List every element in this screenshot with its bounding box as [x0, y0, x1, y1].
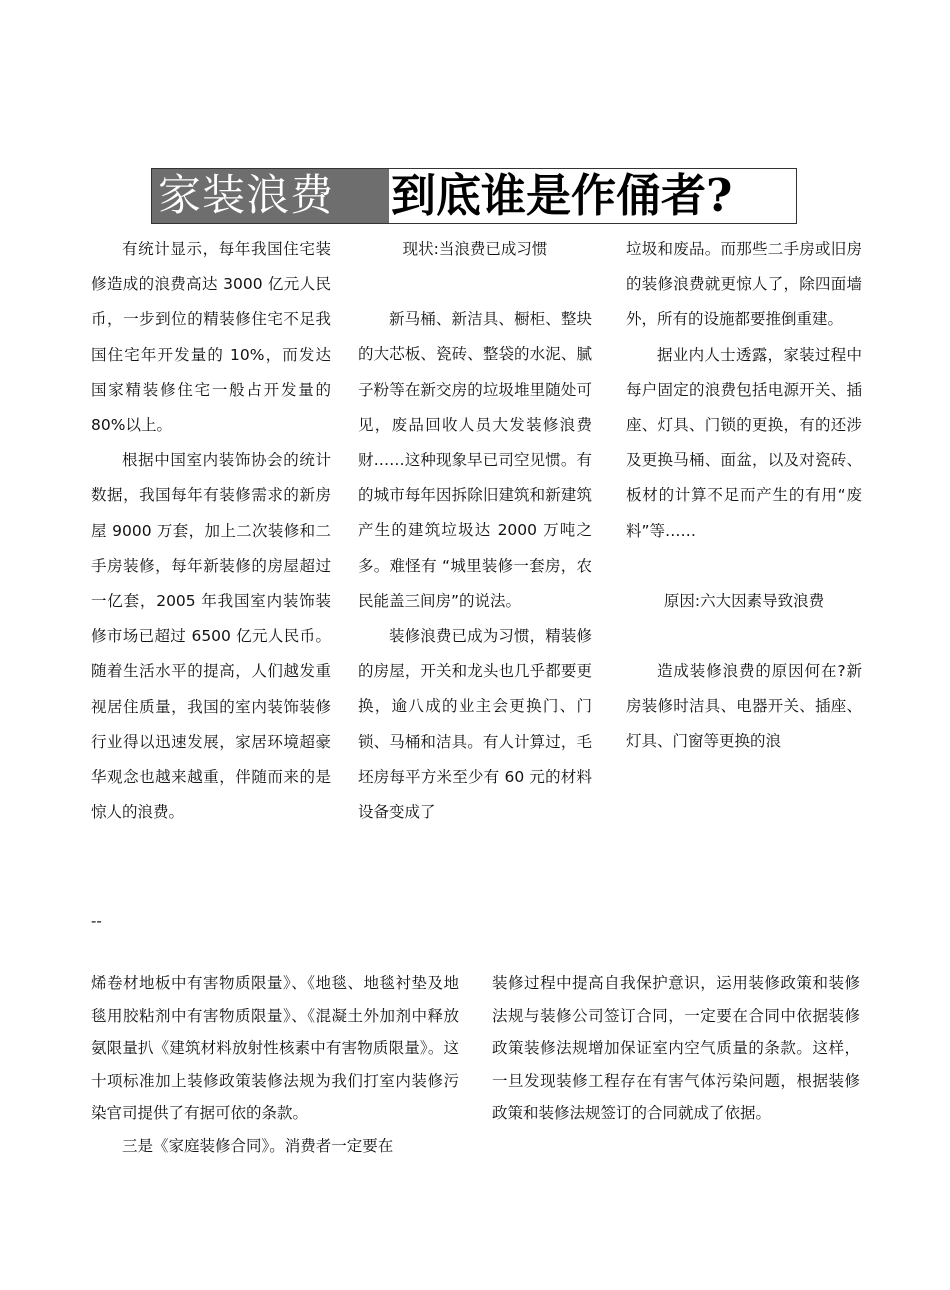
- paragraph: 烯卷材地板中有害物质限量》、《地毯、地毯衬垫及地毯用胶粘剂中有害物质限量》、《混凝土外加剂中释放氨限量扒《建筑材料放射性核素中有害物质限量》。这十项标准加上装修政策装修法规为我们打室内装修污染官司提供了有据可依的条款。: [91, 974, 459, 1122]
- section-heading-cause: 原因:六大因素导致浪费: [663, 591, 825, 610]
- paragraph: 垃圾和废品。而那些二手房或旧房的装修浪费就更惊人了，除四面墙外，所有的设施都要推倒重建。: [626, 240, 862, 329]
- section-heading-status: 现状:当浪费已成习惯: [402, 240, 548, 258]
- paragraph: 三是《家庭装修合同》。消费者一定要在: [122, 1136, 394, 1155]
- paragraph: 装修过程中提高自我保护意识，运用装修政策和装修法规与装修公司签订合同，一定要在合同中依据装修政策装修法规增加保证室内空气质量的条款。这样，一旦发现装修工程存在有害气体污染问题，根据装修政策和装修法规签订的合同就成了依据。: [492, 974, 860, 1122]
- paragraph: 根据中国室内装饰协会的统计数据，我国每年有装修需求的新房屋 9000 万套，加上二次装修和二手房装修，每年新装修的房屋超过一亿套，2005 年我国室内装饰装修市场已超过 6500 亿元人民币。随着生活水平的提高，人们越发重视居住质量，我国的室内装饰装修行业得以迅速发展，家居环境超豪华观念也越来越重，伴随而来的是惊人的浪费。: [91, 451, 331, 822]
- paragraph: 新马桶、新洁具、橱柜、整块的大芯板、瓷砖、整袋的水泥、腻子粉等在新交房的垃圾堆里随处可见，废品回收人员大发装修浪费财……这种现象早已司空见惯。有的城市每年因拆除旧建筑和新建筑产生的建筑垃圾达 2000 万吨之多。难怪有 “城里装修一套房，农民能盖三间房”的说法。: [358, 310, 592, 610]
- column-2: [358, 232, 592, 830]
- title-question: 到底谁是作俑者?: [391, 169, 733, 222]
- column-3: [626, 232, 862, 760]
- page-separator: --: [91, 912, 102, 930]
- bottom-column-left: [91, 967, 459, 1162]
- article-title: [151, 168, 797, 224]
- paragraph: 装修浪费已成为习惯，精装修的房屋，开关和龙头也几乎都要更换，逾八成的业主会更换门、门锁、马桶和洁具。有人计算过，毛坯房每平方米至少有 60 元的材料设备变成了: [358, 627, 592, 822]
- bottom-column-right: [492, 967, 860, 1130]
- column-1: [91, 232, 331, 830]
- title-highlight: 家装浪费: [152, 169, 389, 223]
- paragraph: 造成装修浪费的原因何在?新房装修时洁具、电器开关、插座、灯具、门窗等更换的浪: [626, 662, 862, 751]
- paragraph: 据业内人士透露，家装过程中每户固定的浪费包括电源开关、插座、灯具、门锁的更换，有的还涉及更换马桶、面盆，以及对瓷砖、板材的计算不足而产生的有用“废料”等……: [626, 345, 862, 540]
- paragraph: 有统计显示，每年我国住宅装修造成的浪费高达 3000 亿元人民币，一步到位的精装修住宅不足我国住宅年开发量的 10%，而发达国家精装修住宅一般占开发量的 80%以上。: [91, 240, 331, 435]
